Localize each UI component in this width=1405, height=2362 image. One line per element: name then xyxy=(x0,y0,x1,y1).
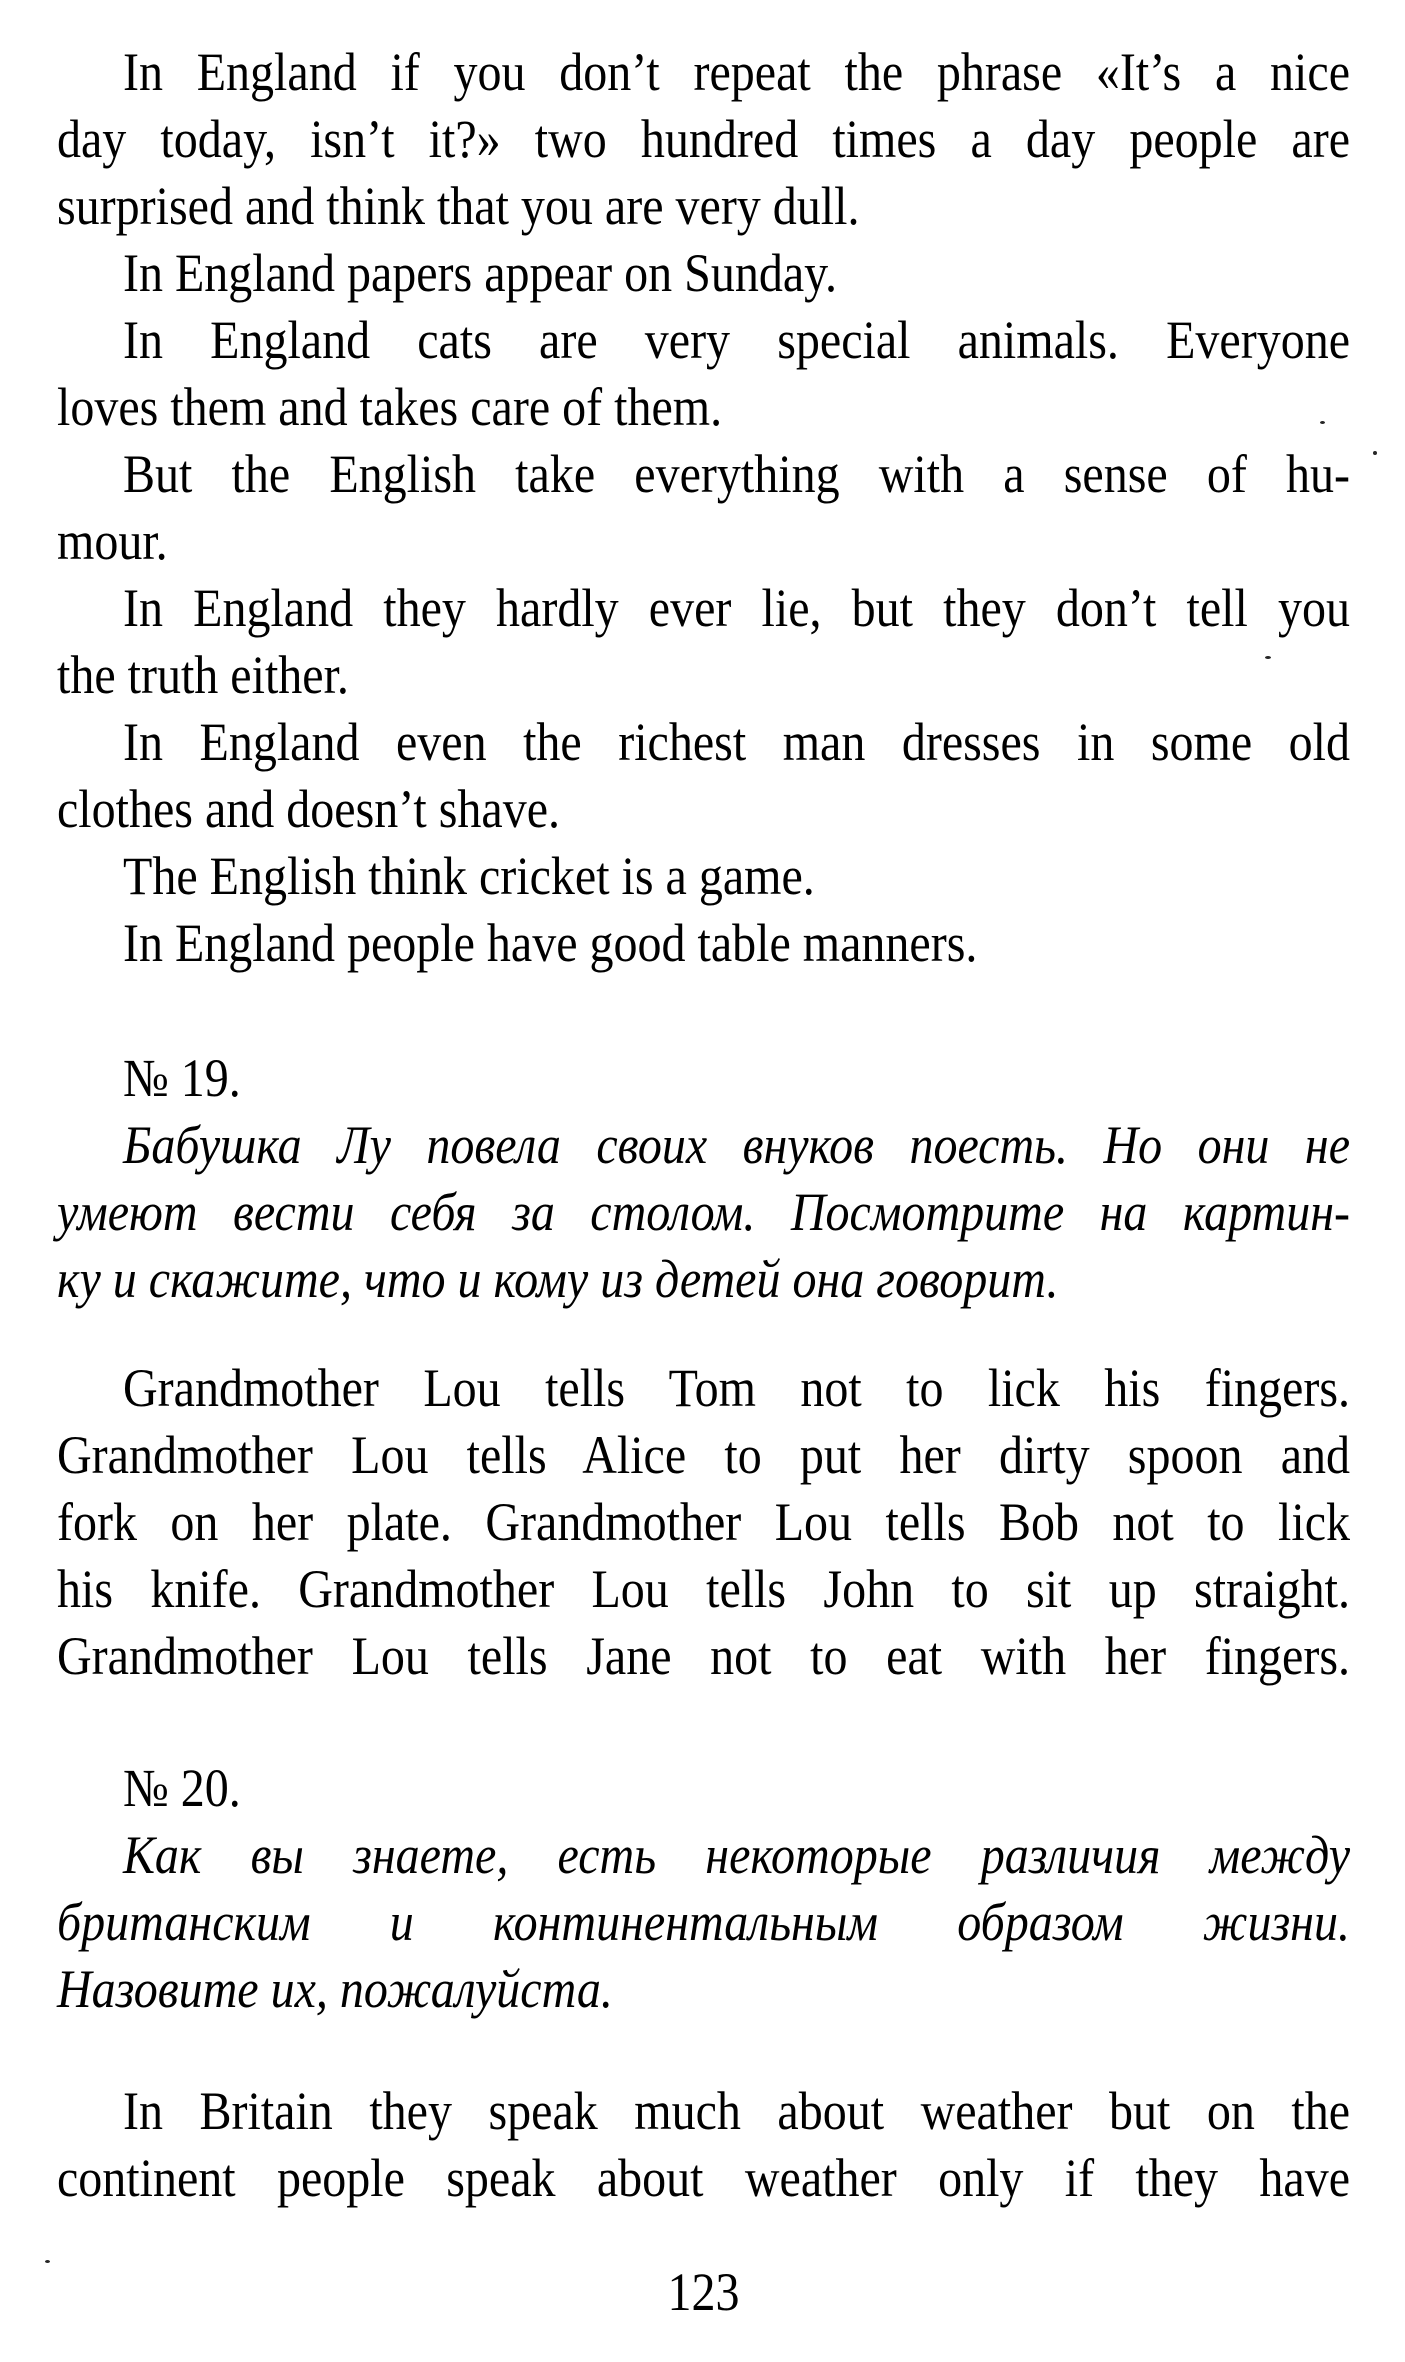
text-line: surprised and think that you are very dull. xyxy=(57,176,860,237)
text-line: ку и скажите, что и кому из детей она говорит. xyxy=(57,1249,1059,1310)
text-line: умеют вести себя за столом. Посмотрите на картин- xyxy=(57,1182,1350,1243)
scan-speck xyxy=(1320,421,1325,424)
text-line: But the English take everything with a sense of hu- xyxy=(123,444,1350,505)
paragraph xyxy=(57,307,1350,441)
exercise-heading xyxy=(57,1755,1350,1822)
text-line: британским и континентальным образом жизни. xyxy=(57,1892,1350,1953)
paragraph xyxy=(57,910,1350,977)
text-line: In England if you don’t repeat the phrase «It’s a nice xyxy=(123,42,1350,103)
paragraph xyxy=(57,39,1350,240)
text-line: In England papers appear on Sunday. xyxy=(123,243,837,304)
paragraph xyxy=(57,843,1350,910)
page-number xyxy=(57,2255,1350,2330)
text-column xyxy=(57,0,1350,2212)
text-line: In England people have good table manners. xyxy=(123,913,978,974)
text-line: loves them and takes care of them. xyxy=(57,377,723,438)
paragraph xyxy=(57,575,1350,709)
text-line: the truth either. xyxy=(57,645,349,706)
exercise-heading xyxy=(57,1045,1350,1112)
text-line: his knife. Grandmother Lou tells John to sit up straight. xyxy=(57,1559,1350,1620)
scan-speck xyxy=(1373,451,1377,455)
paragraph xyxy=(57,709,1350,843)
text-line: № 19. xyxy=(123,1048,241,1109)
scan-speck xyxy=(1265,656,1271,659)
text-line: Grandmother Lou tells Tom not to lick his fingers. xyxy=(123,1358,1350,1419)
text-line: Grandmother Lou tells Jane not to eat with her fingers. xyxy=(57,1626,1350,1687)
paragraph xyxy=(57,1822,1350,2023)
text-line: In England even the richest man dresses in some old xyxy=(123,712,1350,773)
text-line: continent people speak about weather only if they have xyxy=(57,2148,1350,2209)
text-line: In Britain they speak much about weather but on the xyxy=(123,2081,1350,2142)
text-line: In England they hardly ever lie, but they don’t tell you xyxy=(123,578,1350,639)
text-line: № 20. xyxy=(123,1758,241,1819)
paragraph xyxy=(57,1112,1350,1313)
paragraph xyxy=(57,1355,1350,1690)
text-line: fork on her plate. Grandmother Lou tells Bob not to lick xyxy=(57,1492,1350,1553)
text-line: day today, isn’t it?» two hundred times a day people are xyxy=(57,109,1350,170)
text-line: In England cats are very special animals. Everyone xyxy=(123,310,1350,371)
page-number-value: 123 xyxy=(667,2262,740,2323)
text-line: mour. xyxy=(57,511,168,572)
paragraph xyxy=(57,441,1350,575)
paragraph xyxy=(57,2078,1350,2212)
text-line: The English think cricket is a game. xyxy=(123,846,815,907)
text-line: Grandmother Lou tells Alice to put her dirty spoon and xyxy=(57,1425,1350,1486)
paragraph xyxy=(57,240,1350,307)
text-line: clothes and doesn’t shave. xyxy=(57,779,560,840)
text-line: Бабушка Лу повела своих внуков поесть. Но они не xyxy=(123,1115,1350,1176)
scan-speck xyxy=(45,2260,50,2263)
text-line: Назовите их, пожалуйста. xyxy=(57,1959,613,2020)
text-line: Как вы знаете, есть некоторые различия между xyxy=(123,1825,1350,1886)
